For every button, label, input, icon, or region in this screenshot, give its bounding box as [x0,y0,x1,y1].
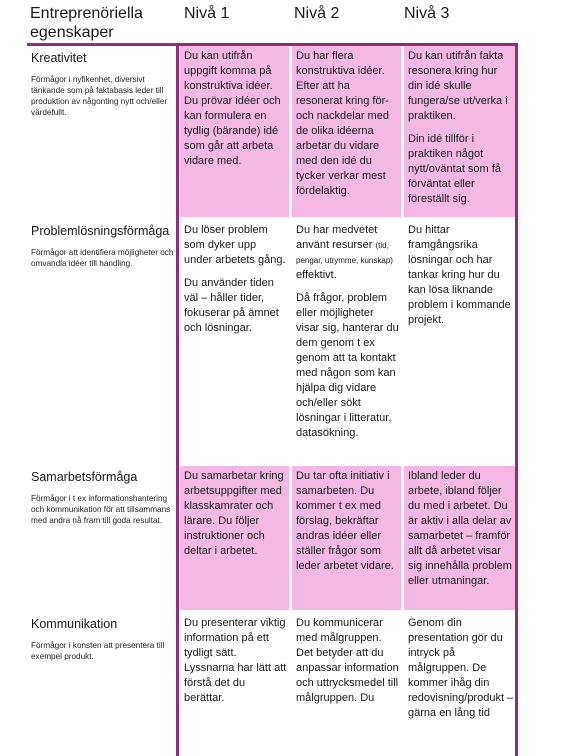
cell-text: Ibland leder du arbete, ibland följer du med i arbetet. Du är aktiv i alla delar av samarbetet – framför allt då arbetet visar sig innehålla problem eller utmaningar. [408,470,512,587]
column-separator [289,46,292,756]
row-description: Förmågor att identifiera möjligheter och omvandla idéer till handling. [31,248,174,268]
cell-text: Då frågor, problem eller möjligheter visar sig, hanterar du dem genom t ex genom att ta kontakt med någon som kan hjälpa dig vidare och/eller sökt lösningar i litteratur, datasökning. [296,292,399,439]
column-header-egenskaper: Entreprenöriella egenskaper [30,5,143,41]
cell-text: Du har flera konstruktiva idéer. Efter att ha resonerat kring för- och nackdelar med de olika idéerna arbetar du vidare med den idé du tycker verkar mest fördelaktig. [296,50,389,197]
row-title: Samarbetsförmåga [31,470,138,484]
cell-kommunikation-niva-2 [291,613,403,756]
row-title: Kommunikation [31,617,118,631]
cell-text-part: effektivt. [296,269,337,281]
cell-problemlosning-niva-3 [403,220,518,463]
row-title: Problemlösningsförmåga [31,224,170,238]
cell-samarbete-niva-2 [291,466,403,610]
column-header-niva-1: Nivå 1 [184,5,230,22]
cell-problemlosning-niva-2 [291,220,403,463]
cell-text: Du kommunicerar med målgruppen. Det betyder att du anpassar information och uttrycksmedel till målgruppen. Du [296,617,399,704]
left-accent-bar [176,46,179,756]
cell-kommunikation-niva-3 [403,613,518,756]
cell-kommunikation-niva-1 [179,613,291,756]
column-separator [401,46,404,756]
column-header-niva-3: Nivå 3 [404,5,450,22]
cell-samarbete-niva-3 [403,466,518,610]
row-label-kommunikation [31,616,175,662]
cell-text: Du presenterar viktig information på ett tydligt sätt. Lyssnarna har lätt att förstå det du berättar. [184,617,287,704]
row-description: Förmågor i nyfikenhet, diversivt tänkande som på faktabasis leder till produktion av någonting nytt och/eller värdefullt. [31,75,168,117]
right-accent-bar [515,46,518,756]
cell-text-part: Du har medvetet använt resurser [296,224,378,251]
cell-text: Du löser problem som dyker upp under arbetets gång. [184,224,286,266]
resource-examples: (tid, pengar, utrymme, kunskap) [296,241,393,265]
cell-text: Du tar ofta initiativ i samarbeten. Du kommer t ex med förslag, bekräftar andras idéer eller ställer frågor som leder arbetet vidare. [296,470,394,572]
cell-text: Du använder tiden väl – håller tider, fokuserar på ämnet och lösningar. [184,277,279,334]
cell-samarbete-niva-1 [179,466,291,610]
cell-text: Du kan utifrån fakta resonera kring hur din idé skulle fungera/se ut/verka i praktiken. [408,50,508,122]
cell-text: Du hittar framgångsrika lösningar och har tankar kring hur du kan lösa liknande problem i kommande projekt. [408,224,511,326]
cell-kreativitet-niva-2 [291,46,403,217]
row-title: Kreativitet [31,51,87,65]
row-description: Förmågor i konsten att presentera till exempel produkt. [31,641,165,661]
cell-text: Du kan utifrån uppgift komma på konstruktiva idéer. Du prövar idéer och kan formulera en tydlig (bärande) idé som går att arbeta vidare med. [184,50,281,167]
cell-text: Genom din presentation gör du intryck på målgruppen. De kommer ihåg din redovisning/produkt – gärna en lång tid [408,617,514,719]
column-header-niva-2: Nivå 2 [294,5,340,22]
cell-problemlosning-niva-1 [179,220,291,463]
cell-text: Din idé tillför i praktiken något nytt/oväntat som få förväntat eller föreställt sig. [408,133,501,205]
cell-kreativitet-niva-1 [179,46,291,217]
cell-kreativitet-niva-3 [403,46,518,217]
row-description: Förmågor i t ex informationshantering och kommunikation för att tillsammans med andra nå fram till goda resultat. [31,494,171,525]
row-label-kreativitet [31,50,175,118]
cell-text: Du samarbetar kring arbetsuppgifter med klasskamrater och lärare. Du följer instruktioner och deltar i arbetet. [184,470,284,557]
row-label-problemlosning [31,223,175,269]
cell-text [296,223,399,283]
row-label-samarbete [31,469,175,526]
